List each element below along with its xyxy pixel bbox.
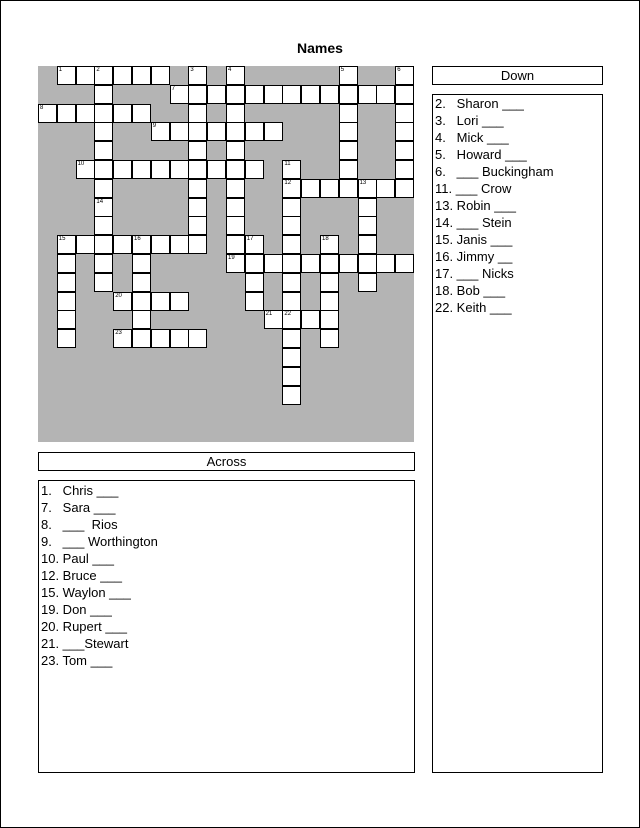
grid-cell[interactable] — [320, 310, 339, 329]
grid-cell[interactable] — [188, 198, 207, 217]
clue-item: 3. Lori ___ — [435, 113, 504, 128]
across-header: Across — [38, 452, 415, 471]
clue-item: 4. Mick ___ — [435, 130, 509, 145]
clue-item: 9. ___ Worthington — [41, 534, 158, 549]
grid-cell[interactable] — [57, 66, 76, 85]
clue-number: 18 — [322, 236, 329, 243]
clue-item: 23. Tom ___ — [41, 653, 113, 668]
clue-item: 11. ___ Crow — [435, 181, 512, 196]
clue-number: 11 — [284, 161, 291, 167]
grid-cell[interactable] — [320, 292, 339, 311]
grid-cell[interactable] — [301, 310, 320, 329]
clue-number: 6 — [397, 67, 401, 73]
grid-cell[interactable] — [264, 310, 283, 329]
grid-cell[interactable] — [170, 329, 189, 348]
grid-cell[interactable] — [94, 198, 113, 217]
crossword-grid — [38, 66, 414, 442]
grid-cell[interactable] — [245, 254, 264, 273]
grid-cell[interactable] — [132, 66, 151, 85]
grid-cell[interactable] — [207, 85, 226, 104]
clue-number: 17 — [246, 236, 254, 243]
grid-cell[interactable] — [339, 85, 358, 104]
clue-number: 22 — [284, 311, 292, 318]
grid-cell[interactable] — [132, 310, 151, 329]
clue-item: 7. Sara ___ — [41, 500, 116, 515]
grid-cell[interactable] — [226, 104, 245, 123]
grid-cell[interactable] — [226, 235, 245, 254]
clue-item: 2. Sharon ___ — [435, 96, 524, 111]
grid-cell[interactable] — [358, 235, 377, 254]
clue-item: 15. Janis ___ — [435, 232, 513, 247]
grid-cell[interactable] — [226, 66, 245, 85]
clue-item: 8. ___ Rios — [41, 517, 118, 532]
grid-cell[interactable] — [282, 329, 301, 348]
clue-number: 1 — [58, 67, 63, 73]
down-header: Down — [432, 66, 603, 85]
grid-cell[interactable] — [151, 122, 170, 141]
clue-number: 20 — [115, 292, 122, 299]
clue-number: 23 — [115, 330, 122, 337]
grid-cell[interactable] — [188, 104, 207, 123]
clue-item: 5. Howard ___ — [435, 147, 527, 162]
grid-cell[interactable] — [76, 104, 95, 123]
clue-number: 12 — [284, 179, 292, 186]
grid-cell[interactable] — [339, 122, 358, 141]
grid-cell[interactable] — [188, 160, 207, 179]
grid-cell[interactable] — [339, 254, 358, 273]
grid-cell[interactable] — [151, 66, 170, 85]
clue-number: 5 — [340, 67, 345, 73]
clue-item: 18. Bob ___ — [435, 283, 506, 298]
grid-cell[interactable] — [395, 122, 414, 141]
clue-item: 14. ___ Stein — [435, 215, 512, 230]
grid-cell[interactable] — [358, 216, 377, 235]
grid-cell[interactable] — [207, 160, 226, 179]
grid-cell[interactable] — [188, 85, 207, 104]
grid-cell[interactable] — [339, 179, 358, 198]
grid-cell[interactable] — [113, 104, 132, 123]
grid-cell[interactable] — [94, 273, 113, 292]
grid-cell[interactable] — [94, 66, 113, 85]
grid-cell[interactable] — [132, 235, 151, 254]
clue-number: 3 — [190, 67, 194, 73]
grid-cell[interactable] — [94, 122, 113, 141]
grid-cell[interactable] — [301, 179, 320, 198]
grid-cell[interactable] — [170, 292, 189, 311]
grid-cell[interactable] — [282, 292, 301, 311]
clue-number: 13 — [359, 179, 367, 186]
grid-cell[interactable] — [57, 104, 76, 123]
grid-cell[interactable] — [226, 254, 245, 273]
clue-item: 13. Robin ___ — [435, 198, 516, 213]
grid-cell[interactable] — [395, 141, 414, 160]
page-title: Names — [297, 40, 343, 56]
clue-item: 21. ___Stewart — [41, 636, 129, 651]
grid-cell[interactable] — [226, 141, 245, 160]
clue-number: 10 — [77, 161, 85, 167]
grid-cell[interactable] — [282, 216, 301, 235]
grid-cell[interactable] — [282, 160, 301, 179]
grid-cell[interactable] — [132, 329, 151, 348]
grid-cell[interactable] — [320, 235, 339, 254]
grid-cell[interactable] — [170, 160, 189, 179]
grid-cell[interactable] — [151, 160, 170, 179]
clue-item: 20. Rupert ___ — [41, 619, 128, 634]
clue-number: 16 — [134, 236, 141, 243]
grid-cell[interactable] — [113, 235, 132, 254]
grid-cell[interactable] — [132, 254, 151, 273]
grid-cell[interactable] — [151, 235, 170, 254]
clue-item: 19. Don ___ — [41, 602, 112, 617]
grid-cell[interactable] — [282, 179, 301, 198]
grid-cell[interactable] — [94, 141, 113, 160]
grid-cell[interactable] — [339, 104, 358, 123]
grid-cell[interactable] — [94, 160, 113, 179]
grid-cell[interactable] — [94, 235, 113, 254]
grid-cell[interactable] — [376, 85, 395, 104]
clue-item: 12. Bruce ___ — [41, 568, 122, 583]
clue-number: 4 — [228, 67, 232, 73]
grid-cell[interactable] — [376, 254, 395, 273]
grid-cell[interactable] — [282, 310, 301, 329]
clue-number: 9 — [152, 123, 157, 130]
grid-cell[interactable] — [358, 179, 377, 198]
grid-cell[interactable] — [320, 273, 339, 292]
grid-cell[interactable] — [151, 329, 170, 348]
grid-cell[interactable] — [282, 198, 301, 217]
grid-cell[interactable] — [376, 179, 395, 198]
clue-number: 2 — [96, 67, 100, 73]
grid-cell[interactable] — [320, 85, 339, 104]
grid-cell[interactable] — [320, 254, 339, 273]
grid-cell[interactable] — [188, 216, 207, 235]
clue-number: 7 — [171, 85, 175, 92]
grid-cell[interactable] — [395, 254, 414, 273]
grid-cell[interactable] — [395, 66, 414, 85]
grid-cell[interactable] — [339, 141, 358, 160]
grid-cell[interactable] — [94, 104, 113, 123]
grid-cell[interactable] — [94, 216, 113, 235]
grid-cell[interactable] — [282, 348, 301, 367]
grid-cell[interactable] — [282, 235, 301, 254]
grid-cell[interactable] — [282, 386, 301, 405]
grid-cell[interactable] — [170, 235, 189, 254]
grid-cell[interactable] — [226, 216, 245, 235]
grid-cell[interactable] — [188, 66, 207, 85]
grid-cell[interactable] — [226, 160, 245, 179]
grid-cell[interactable] — [264, 254, 283, 273]
grid-cell[interactable] — [282, 367, 301, 386]
grid-cell[interactable] — [151, 292, 170, 311]
grid-cell[interactable] — [188, 235, 207, 254]
grid-cell[interactable] — [226, 198, 245, 217]
grid-cell[interactable] — [57, 254, 76, 273]
clue-item: 1. Chris ___ — [41, 483, 119, 498]
clue-item: 17. ___ Nicks — [435, 266, 514, 281]
grid-cell[interactable] — [94, 179, 113, 198]
grid-cell[interactable] — [113, 329, 132, 348]
down-clue-box — [432, 94, 603, 773]
grid-cell[interactable] — [320, 329, 339, 348]
clue-item: 6. ___ Buckingham — [435, 164, 554, 179]
grid-cell[interactable] — [395, 160, 414, 179]
grid-cell[interactable] — [395, 179, 414, 198]
grid-cell[interactable] — [358, 85, 377, 104]
grid-cell[interactable] — [57, 310, 76, 329]
grid-cell[interactable] — [320, 179, 339, 198]
grid-cell[interactable] — [94, 85, 113, 104]
grid-cell[interactable] — [113, 292, 132, 311]
grid-cell[interactable] — [113, 66, 132, 85]
grid-cell[interactable] — [113, 160, 132, 179]
grid-cell[interactable] — [264, 85, 283, 104]
clue-number: 21 — [265, 311, 273, 318]
grid-cell[interactable] — [132, 292, 151, 311]
grid-cell[interactable] — [282, 85, 301, 104]
clue-number: 19 — [228, 255, 235, 261]
clue-number: 8 — [40, 104, 44, 111]
grid-cell[interactable] — [170, 122, 189, 141]
grid-cell[interactable] — [57, 292, 76, 311]
grid-cell[interactable] — [170, 85, 189, 104]
grid-cell[interactable] — [226, 179, 245, 198]
grid-cell[interactable] — [226, 122, 245, 141]
grid-cell[interactable] — [188, 179, 207, 198]
grid-cell[interactable] — [57, 273, 76, 292]
clue-item: 22. Keith ___ — [435, 300, 512, 315]
grid-cell[interactable] — [245, 160, 264, 179]
grid-cell[interactable] — [94, 254, 113, 273]
grid-cell[interactable] — [188, 122, 207, 141]
grid-cell[interactable] — [339, 66, 358, 85]
grid-cell[interactable] — [188, 141, 207, 160]
across-clue-box — [38, 480, 415, 773]
grid-cell[interactable] — [188, 329, 207, 348]
grid-cell[interactable] — [301, 254, 320, 273]
grid-cell[interactable] — [76, 235, 95, 254]
clue-item: 10. Paul ___ — [41, 551, 115, 566]
grid-cell[interactable] — [264, 122, 283, 141]
grid-cell[interactable] — [245, 273, 264, 292]
grid-cell[interactable] — [57, 235, 76, 254]
clue-number: 15 — [58, 236, 66, 243]
grid-cell[interactable] — [358, 254, 377, 273]
grid-cell[interactable] — [76, 160, 95, 179]
grid-cell[interactable] — [395, 85, 414, 104]
grid-cell[interactable] — [132, 273, 151, 292]
grid-cell[interactable] — [132, 104, 151, 123]
grid-cell[interactable] — [282, 273, 301, 292]
clue-number: 14 — [96, 198, 104, 205]
grid-cell[interactable] — [57, 329, 76, 348]
grid-cell[interactable] — [339, 160, 358, 179]
grid-cell[interactable] — [38, 104, 57, 123]
grid-cell[interactable] — [301, 85, 320, 104]
grid-cell[interactable] — [358, 198, 377, 217]
grid-cell[interactable] — [207, 122, 226, 141]
grid-cell[interactable] — [358, 273, 377, 292]
grid-cell[interactable] — [76, 66, 95, 85]
grid-cell[interactable] — [282, 254, 301, 273]
grid-cell[interactable] — [132, 160, 151, 179]
clue-item: 16. Jimmy __ — [435, 249, 513, 264]
grid-cell[interactable] — [245, 122, 264, 141]
grid-cell[interactable] — [245, 235, 264, 254]
grid-cell[interactable] — [245, 85, 264, 104]
clue-item: 15. Waylon ___ — [41, 585, 131, 600]
grid-cell[interactable] — [245, 292, 264, 311]
grid-cell[interactable] — [395, 104, 414, 123]
grid-cell[interactable] — [226, 85, 245, 104]
